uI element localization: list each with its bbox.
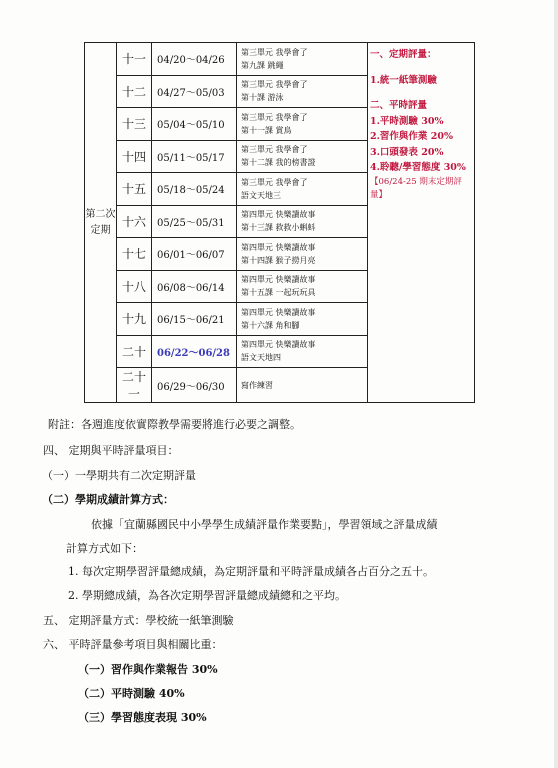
content-line: 第三單元 我學會了: [241, 145, 308, 155]
date-cell: 06/01～06/07: [152, 238, 237, 271]
week-cell: 十八: [117, 270, 152, 303]
eval-item: 2.習作與作業 20%: [370, 131, 453, 142]
eval-heading-2: 二、平時評量: [370, 100, 428, 111]
section-6-heading: 六、 平時評量參考項目與相關比重：: [43, 638, 223, 651]
week-cell: 十一: [117, 43, 152, 76]
eval-item: 3.口頭發表 20%: [370, 146, 444, 158]
list-item-1: 1. 每次定期學習評量總成績，為定期評量和平時評量成績各占百分之五十。: [68, 565, 434, 578]
content-cell: [237, 108, 368, 141]
content-line: 第十一課 賞鳥: [241, 125, 292, 135]
period-label: 定期: [90, 224, 111, 236]
content-line: 第十五課 一起玩玩具: [241, 288, 316, 298]
date-cell: 04/27～05/03: [152, 75, 237, 108]
week-cell: 十六: [117, 205, 152, 238]
section-4-heading: 四、 定期與平時評量項目：: [43, 444, 179, 457]
content-line: 語文天地三: [241, 190, 281, 200]
week-cell: 十九: [117, 303, 152, 336]
week-cell: 十五: [117, 173, 152, 206]
date-cell: 04/20～04/26: [152, 43, 237, 76]
content-cell: [237, 270, 368, 303]
date-cell: 06/08～06/14: [152, 270, 237, 303]
eval-heading-1: 一、定期評量：: [370, 49, 437, 60]
content-cell: [237, 205, 368, 238]
week-cell: 二十: [117, 335, 152, 368]
date-cell: 06/22～06/28: [152, 335, 237, 368]
weight-item-2: （二）平時測驗 40%: [78, 687, 185, 700]
spacer: [370, 63, 474, 73]
content-cell: [237, 303, 368, 336]
content-cell: [237, 173, 368, 206]
section-4-item-1: （一）一學期共有二次定期評量: [42, 469, 196, 482]
date-cell: 05/11～05/17: [152, 140, 237, 173]
content-line: 第三單元 我學會了: [241, 47, 308, 57]
date-cell: 06/29～06/30: [152, 368, 237, 403]
content-line: 第十課 游泳: [241, 93, 284, 103]
content-cell: [237, 140, 368, 173]
content-line: 第十六課 角和腳: [241, 320, 300, 330]
list-item-2: 2. 學期總成績，為各次定期學習評量總成績總和之平均。: [68, 589, 346, 602]
paragraph-line-2: 計算方式如下：: [66, 542, 143, 555]
eval-item: 1.平時測驗 30%: [370, 115, 444, 127]
spacer: [370, 88, 474, 98]
week-cell: 二十一: [117, 368, 152, 403]
eval-note: 【06/24-25 期末定期評: [370, 176, 462, 187]
section-4-item-2: （二）學期成績計算方式：: [42, 493, 174, 506]
content-line: 第三單元 我學會了: [241, 80, 308, 90]
period-cell: [85, 43, 117, 403]
week-cell: 十七: [117, 238, 152, 271]
content-line: 第十三課 救救小蝌蚪: [241, 223, 316, 233]
content-cell: [237, 335, 368, 368]
section-5-heading: 五、 定期評量方式：學校統一紙筆測驗: [43, 614, 234, 627]
weight-item-1: （一）習作與作業報告 30%: [78, 663, 218, 676]
content-line: 第四單元 快樂讀故事: [241, 307, 316, 317]
content-line: 第十二課 我的榜書證: [241, 158, 316, 168]
content-cell: [237, 75, 368, 108]
content-line: 第三單元 我學會了: [241, 112, 308, 122]
paragraph-line-1: 依據「宜蘭縣國民中小學學生成績評量作業要點」，學習領域之評量成績: [91, 518, 438, 531]
eval-note: 量】: [370, 189, 388, 200]
date-cell: 05/18～05/24: [152, 173, 237, 206]
content-cell: [237, 238, 368, 271]
date-cell: 06/15～06/21: [152, 303, 237, 336]
content-cell: [237, 368, 368, 403]
eval-item: 1.統一紙筆測驗: [370, 74, 437, 86]
content-cell: [237, 43, 368, 76]
content-line: 第十四課 猴子撈月亮: [241, 255, 316, 265]
content-line: 第四單元 快樂讀故事: [241, 340, 316, 350]
eval-item: 4.聆聽/學習態度 30%: [370, 162, 466, 173]
evaluation-cell: [368, 43, 475, 403]
content-line: 第四單元 快樂讀故事: [241, 275, 316, 285]
table-row: [85, 43, 475, 76]
week-cell: 十二: [117, 75, 152, 108]
date-cell: 05/25～05/31: [152, 205, 237, 238]
week-cell: 十四: [117, 140, 152, 173]
content-line: 寫作練習: [241, 380, 273, 390]
weight-item-3: （三）學習態度表現 30%: [78, 711, 207, 724]
period-label: 第二次: [85, 208, 116, 220]
page-edge: [554, 0, 558, 768]
note-text: 附註：各週進度依實際教學需要將進行必要之調整。: [48, 418, 301, 431]
content-line: 第三單元 我學會了: [241, 177, 308, 187]
content-line: 第四單元 快樂讀故事: [241, 210, 316, 220]
content-line: 第九課 跳繩: [241, 60, 284, 70]
date-cell: 05/04～05/10: [152, 108, 237, 141]
week-cell: 十三: [117, 108, 152, 141]
schedule-table: [84, 42, 475, 403]
content-line: 第四單元 快樂讀故事: [241, 242, 316, 252]
content-line: 語文天地四: [241, 353, 281, 363]
